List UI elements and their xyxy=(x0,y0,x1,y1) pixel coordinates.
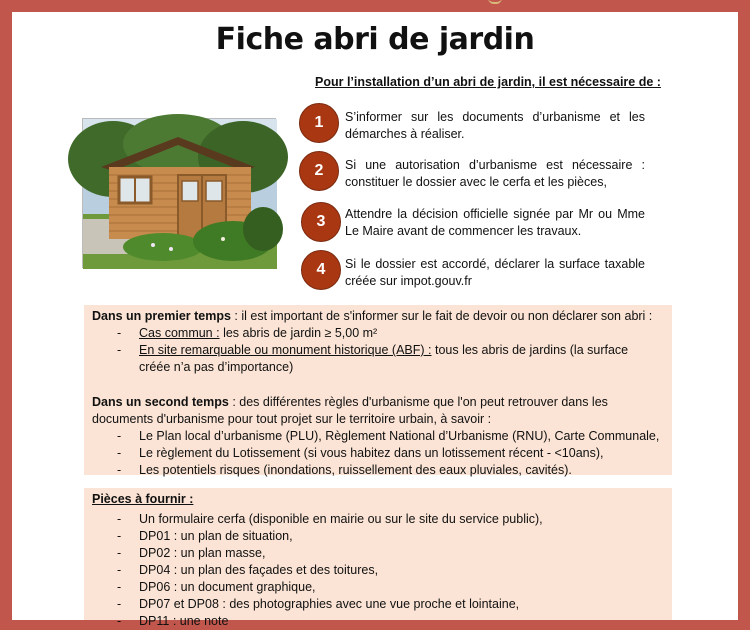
list-item-label: En site remarquable ou monument historique (ABF) : xyxy=(139,343,432,357)
first-time-list xyxy=(114,325,662,376)
page-subtitle: Pour l’installation d’un abri de jardin, il est nécessaire de : xyxy=(315,75,661,89)
step-2-text: Si une autorisation d’urbanisme est nécessaire : constituer le dossier avec le cerfa et les pièces, xyxy=(345,158,645,189)
second-time-heading: Dans un second temps xyxy=(92,395,229,409)
list-item xyxy=(114,325,662,342)
documents-heading: Pièces à fournir : xyxy=(92,492,194,506)
list-item: - DP06 : un document graphique, xyxy=(114,579,662,596)
list-item: - DP04 : un plan des façades et des toitures, xyxy=(114,562,662,579)
list-item-text: les abris de jardin ≥ 5,00 m² xyxy=(219,326,378,340)
list-item: - Le Plan local d’urbanisme (PLU), Règlement National d’Urbanisme (RNU), Carte Communale, xyxy=(114,428,662,445)
binding-mark xyxy=(488,0,502,4)
step-4-text: Si le dossier est accordé, déclarer la surface taxable créée sur impot.gouv.fr xyxy=(345,257,645,288)
page-title: Fiche abri de jardin xyxy=(215,22,535,57)
second-time-paragraph xyxy=(92,394,662,428)
step-3-badge: 3 xyxy=(301,202,341,242)
documents-list xyxy=(114,511,662,630)
step-3-text: Attendre la décision officielle signée par Mr ou Mme Le Maire avant de commencer les travaux. xyxy=(345,207,645,238)
step-4-badge: 4 xyxy=(301,250,341,290)
urbanism-info-box xyxy=(84,305,672,475)
list-item: - DP11 : une note xyxy=(114,613,662,630)
first-time-intro: : il est important de s'informer sur le fait de devoir ou non déclarer son abri : xyxy=(230,309,653,323)
list-item: - DP02 : un plan masse, xyxy=(114,545,662,562)
step-1-badge: 1 xyxy=(299,103,339,143)
first-time-paragraph xyxy=(92,308,662,325)
step-2-badge: 2 xyxy=(299,151,339,191)
list-item-label: Cas commun : xyxy=(139,326,220,340)
list-item: - DP07 et DP08 : des photographies avec une vue proche et lointaine, xyxy=(114,596,662,613)
list-item-text: tous les abris de jardins (la surface créée n’a pas d’importance) xyxy=(139,343,629,374)
documents-box xyxy=(84,488,672,628)
list-item: - Un formulaire cerfa (disponible en mairie ou sur le site du service public), xyxy=(114,511,662,528)
garden-shed-photo xyxy=(82,118,276,268)
first-time-heading: Dans un premier temps xyxy=(92,309,231,323)
second-time-list xyxy=(114,428,662,479)
list-item: - Les potentiels risques (inondations, ruissellement des eaux pluviales, cavités). xyxy=(114,462,662,479)
step-1-text: S’informer sur les documents d’urbanisme et les démarches à réaliser. xyxy=(345,110,645,141)
list-item xyxy=(114,342,662,376)
list-item: - DP01 : un plan de situation, xyxy=(114,528,662,545)
second-time-intro: : des différentes règles d'urbanisme que l'on peut retrouver dans les documents d'urbanisme pour tout projet sur le territoire urbain, à savoir : xyxy=(92,395,608,426)
list-item: - Le règlement du Lotissement (si vous habitez dans un lotissement récent - <10ans), xyxy=(114,445,662,462)
page-top-edge xyxy=(0,0,750,12)
